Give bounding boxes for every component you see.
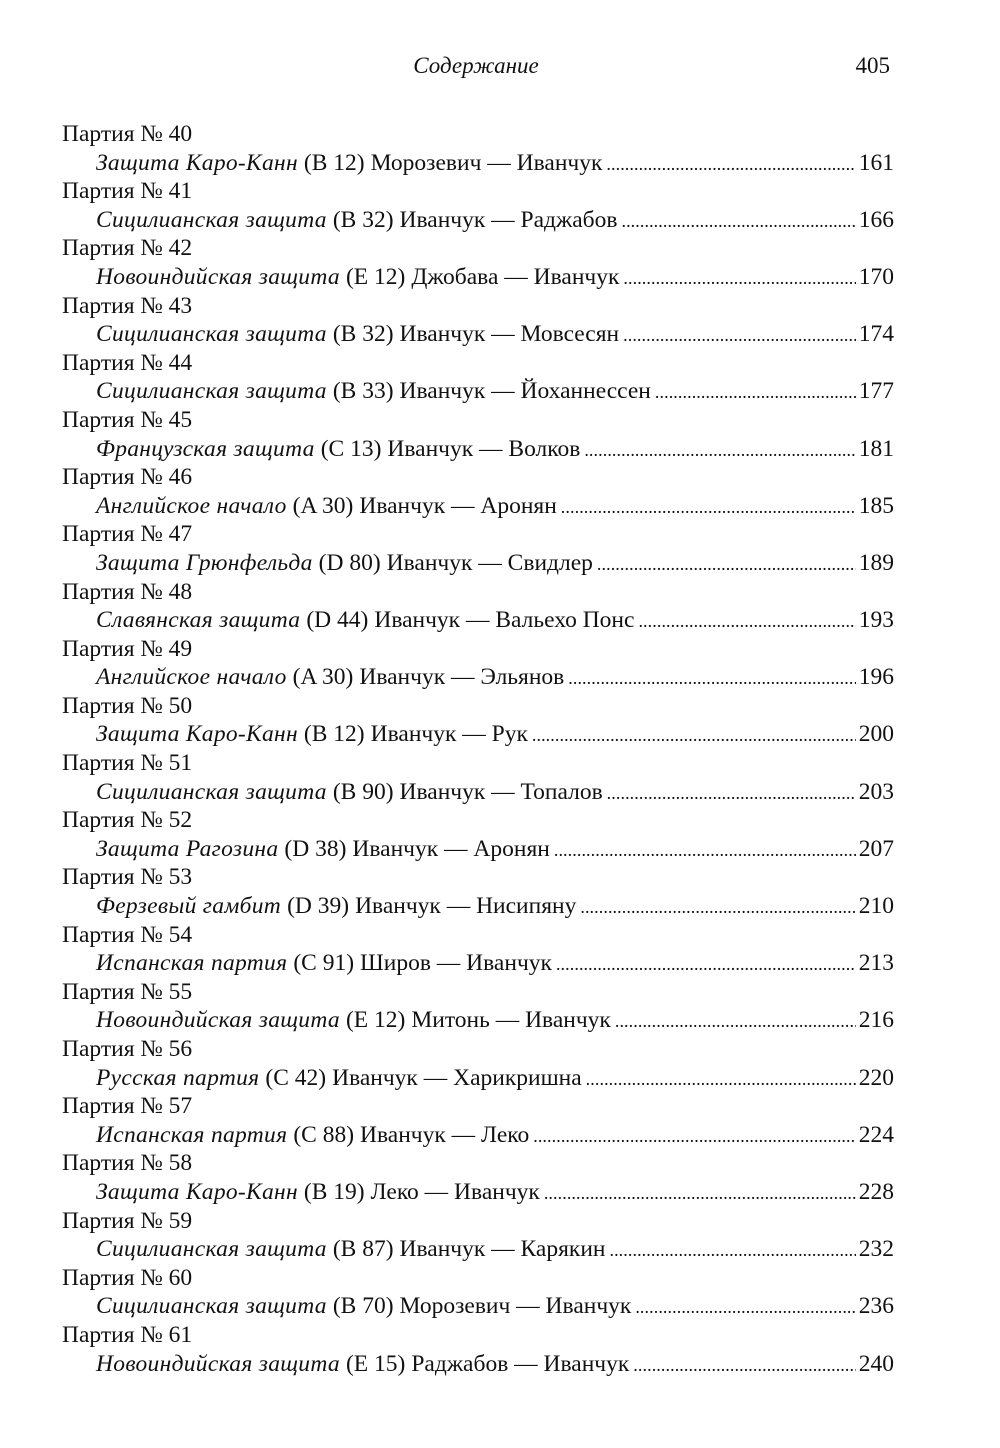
toc-line [96, 892, 894, 921]
page-reference: 232 [858, 1236, 894, 1263]
dot-leader [621, 206, 855, 236]
eco-code: (D 80) [318, 549, 381, 576]
toc-line [96, 206, 894, 235]
eco-code: (E 12) [345, 263, 406, 290]
toc-entry [62, 120, 894, 177]
players: Иванчук — Свидлер [386, 549, 593, 576]
page-reference: 196 [858, 664, 894, 691]
eco-code: (D 38) [284, 835, 347, 862]
dot-leader [633, 1350, 855, 1380]
page-reference: 210 [858, 893, 894, 920]
eco-code: (B 87) [332, 1236, 394, 1263]
players: Иванчук — Рук [370, 721, 528, 748]
dot-leader [655, 377, 856, 407]
page-reference: 170 [858, 263, 894, 290]
toc-entry [62, 806, 894, 863]
page-reference: 189 [858, 549, 894, 576]
eco-code: (B 32) [332, 321, 394, 348]
players: Иванчук — Аронян [352, 835, 550, 862]
eco-code: (B 12) [303, 721, 365, 748]
game-number: Партия № 44 [62, 349, 193, 376]
eco-code: (B 32) [332, 206, 394, 233]
toc-line [96, 1121, 894, 1150]
running-header [0, 50, 1000, 82]
players: Митонь — Иванчук [411, 1007, 611, 1034]
dot-leader [554, 835, 856, 865]
toc-line [96, 149, 894, 178]
page-reference: 216 [858, 1007, 894, 1034]
players: Морозевич — Иванчук [399, 1293, 632, 1320]
toc-line [96, 263, 894, 292]
opening-name: Новоиндийская защита [96, 1350, 340, 1377]
game-number: Партия № 49 [62, 635, 193, 662]
players: Иванчук — Нисипяну [355, 893, 577, 920]
toc-entry [62, 1321, 894, 1378]
dot-leader [584, 435, 855, 465]
opening-name: Сицилианская защита [96, 1293, 327, 1320]
players: Джобава — Иванчук [411, 263, 620, 290]
game-number: Партия № 47 [62, 521, 193, 548]
players: Иванчук — Волков [387, 435, 581, 462]
game-number: Партия № 40 [62, 121, 193, 147]
game-number: Партия № 54 [62, 921, 193, 948]
table-of-contents [62, 120, 894, 1378]
players: Иванчук — Мовсесян [399, 321, 620, 348]
dot-leader [568, 663, 856, 693]
toc-entry [62, 520, 894, 577]
opening-name: Защита Каро-Канн [96, 721, 298, 748]
opening-name: Английское начало [96, 664, 287, 691]
players: Иванчук — Леко [360, 1121, 530, 1148]
toc-entry [62, 1207, 894, 1264]
page-reference: 207 [858, 835, 894, 862]
opening-name: Испанская партия [96, 950, 288, 977]
game-number: Партия № 43 [62, 292, 193, 319]
game-number: Партия № 56 [62, 1036, 193, 1062]
opening-name: Ферзевый гамбит [96, 893, 282, 920]
eco-code: (A 30) [292, 492, 354, 519]
opening-name: Сицилианская защита [96, 378, 327, 405]
dot-leader [597, 549, 856, 579]
page-reference: 203 [858, 778, 894, 805]
players: Широв — Иванчук [360, 950, 552, 977]
eco-code: (E 12) [345, 1007, 406, 1034]
opening-name: Русская партия [96, 1064, 260, 1091]
dot-leader [638, 606, 855, 636]
toc-entry [62, 349, 894, 406]
toc-entry [62, 177, 894, 234]
toc-entry [62, 406, 894, 463]
players: Леко — Иванчук [370, 1178, 540, 1205]
opening-name: Славянская защита [96, 607, 301, 634]
opening-name: Защита Каро-Канн [96, 149, 298, 176]
game-number: Партия № 51 [62, 750, 193, 777]
toc-entry [62, 1092, 894, 1149]
toc-entry [62, 921, 894, 978]
toc-line [96, 1350, 894, 1379]
opening-name: Английское начало [96, 492, 287, 519]
toc-line [96, 835, 894, 864]
dot-leader [607, 778, 856, 808]
page-reference: 213 [858, 950, 894, 977]
toc-entry [62, 692, 894, 749]
players: Иванчук — Аронян [359, 492, 557, 519]
eco-code: (E 15) [345, 1350, 406, 1377]
page-reference: 236 [858, 1293, 894, 1320]
dot-leader [561, 492, 856, 522]
game-number: Партия № 59 [62, 1207, 193, 1234]
page-reference: 177 [858, 378, 894, 405]
game-number: Партия № 50 [62, 692, 193, 719]
dot-leader [586, 1064, 856, 1094]
toc-line [96, 1292, 894, 1321]
eco-code: (C 13) [320, 435, 382, 462]
toc-line [96, 663, 894, 692]
page-reference: 185 [858, 492, 894, 519]
toc-line [96, 1178, 894, 1207]
eco-code: (C 42) [265, 1064, 327, 1091]
game-number: Партия № 57 [62, 1093, 193, 1120]
eco-code: (D 39) [287, 893, 350, 920]
toc-line [96, 1235, 894, 1264]
page-reference: 240 [858, 1350, 894, 1377]
toc-entry [62, 1035, 894, 1092]
page-reference: 166 [858, 206, 894, 233]
dot-leader [615, 1006, 856, 1036]
players: Раджабов — Иванчук [411, 1350, 630, 1377]
page-reference: 228 [858, 1178, 894, 1205]
opening-name: Новоиндийская защита [96, 1007, 340, 1034]
eco-code: (D 44) [306, 607, 369, 634]
players: Иванчук — Карякин [399, 1236, 606, 1263]
toc-entry [62, 234, 894, 291]
dot-leader [606, 149, 855, 179]
dot-leader [544, 1178, 856, 1208]
opening-name: Защита Каро-Канн [96, 1178, 298, 1205]
toc-entry [62, 463, 894, 520]
eco-code: (B 90) [332, 778, 394, 805]
eco-code: (C 88) [293, 1121, 355, 1148]
opening-name: Сицилианская защита [96, 1236, 327, 1263]
page-number: 405 [855, 53, 890, 78]
dot-leader [609, 1235, 855, 1265]
game-number: Партия № 46 [62, 464, 193, 491]
toc-line [96, 778, 894, 807]
eco-code: (B 12) [303, 149, 365, 176]
dot-leader [635, 1292, 855, 1322]
opening-name: Защита Рагозина [96, 835, 279, 862]
eco-code: (B 19) [303, 1178, 365, 1205]
toc-line [96, 949, 894, 978]
game-number: Партия № 45 [62, 406, 193, 433]
game-number: Партия № 48 [62, 578, 193, 605]
game-number: Партия № 53 [62, 864, 193, 891]
page-reference: 161 [858, 149, 894, 176]
page-reference: 193 [858, 607, 894, 634]
opening-name: Испанская партия [96, 1121, 288, 1148]
toc-entry [62, 1149, 894, 1206]
toc-line [96, 435, 894, 464]
opening-name: Французская защита [96, 435, 315, 462]
toc-line [96, 1064, 894, 1093]
game-number: Партия № 41 [62, 178, 193, 205]
toc-entry [62, 1264, 894, 1321]
page-reference: 181 [858, 435, 894, 462]
opening-name: Сицилианская защита [96, 778, 327, 805]
toc-entry [62, 978, 894, 1035]
toc-line [96, 720, 894, 749]
toc-entry [62, 749, 894, 806]
game-number: Партия № 58 [62, 1150, 193, 1177]
game-number: Партия № 42 [62, 235, 193, 262]
opening-name: Новоиндийская защита [96, 263, 340, 290]
toc-entry [62, 292, 894, 349]
dot-leader [580, 892, 855, 922]
eco-code: (B 70) [332, 1293, 394, 1320]
players: Иванчук — Йоханнессен [399, 378, 651, 405]
dot-leader [556, 949, 856, 979]
players: Иванчук — Вальехо Понс [374, 607, 635, 634]
toc-entry [62, 863, 894, 920]
players: Иванчук — Раджабов [399, 206, 618, 233]
eco-code: (C 91) [293, 950, 355, 977]
toc-line [96, 549, 894, 578]
game-number: Партия № 55 [62, 978, 193, 1005]
game-number: Партия № 60 [62, 1264, 193, 1291]
eco-code: (A 30) [292, 664, 354, 691]
dot-leader [533, 1121, 856, 1151]
page-reference: 200 [858, 721, 894, 748]
toc-line [96, 1006, 894, 1035]
toc-line [96, 492, 894, 521]
toc-line [96, 606, 894, 635]
page-reference: 220 [858, 1064, 894, 1091]
eco-code: (B 33) [332, 378, 394, 405]
dot-leader [623, 263, 855, 293]
page-reference: 174 [858, 321, 894, 348]
toc-line [96, 320, 894, 349]
toc-entry [62, 635, 894, 692]
toc-entry [62, 578, 894, 635]
dot-leader [532, 720, 856, 750]
page-reference: 224 [858, 1121, 894, 1148]
players: Иванчук — Харикришна [332, 1064, 582, 1091]
players: Иванчук — Топалов [399, 778, 603, 805]
opening-name: Сицилианская защита [96, 321, 327, 348]
toc-line [96, 377, 894, 406]
players: Иванчук — Эльянов [359, 664, 565, 691]
players: Морозевич — Иванчук [370, 149, 603, 176]
game-number: Партия № 61 [62, 1321, 193, 1348]
page-title: Содержание [413, 53, 539, 78]
opening-name: Защита Грюнфельда [96, 549, 313, 576]
dot-leader [623, 320, 856, 350]
opening-name: Сицилианская защита [96, 206, 327, 233]
game-number: Партия № 52 [62, 807, 193, 834]
